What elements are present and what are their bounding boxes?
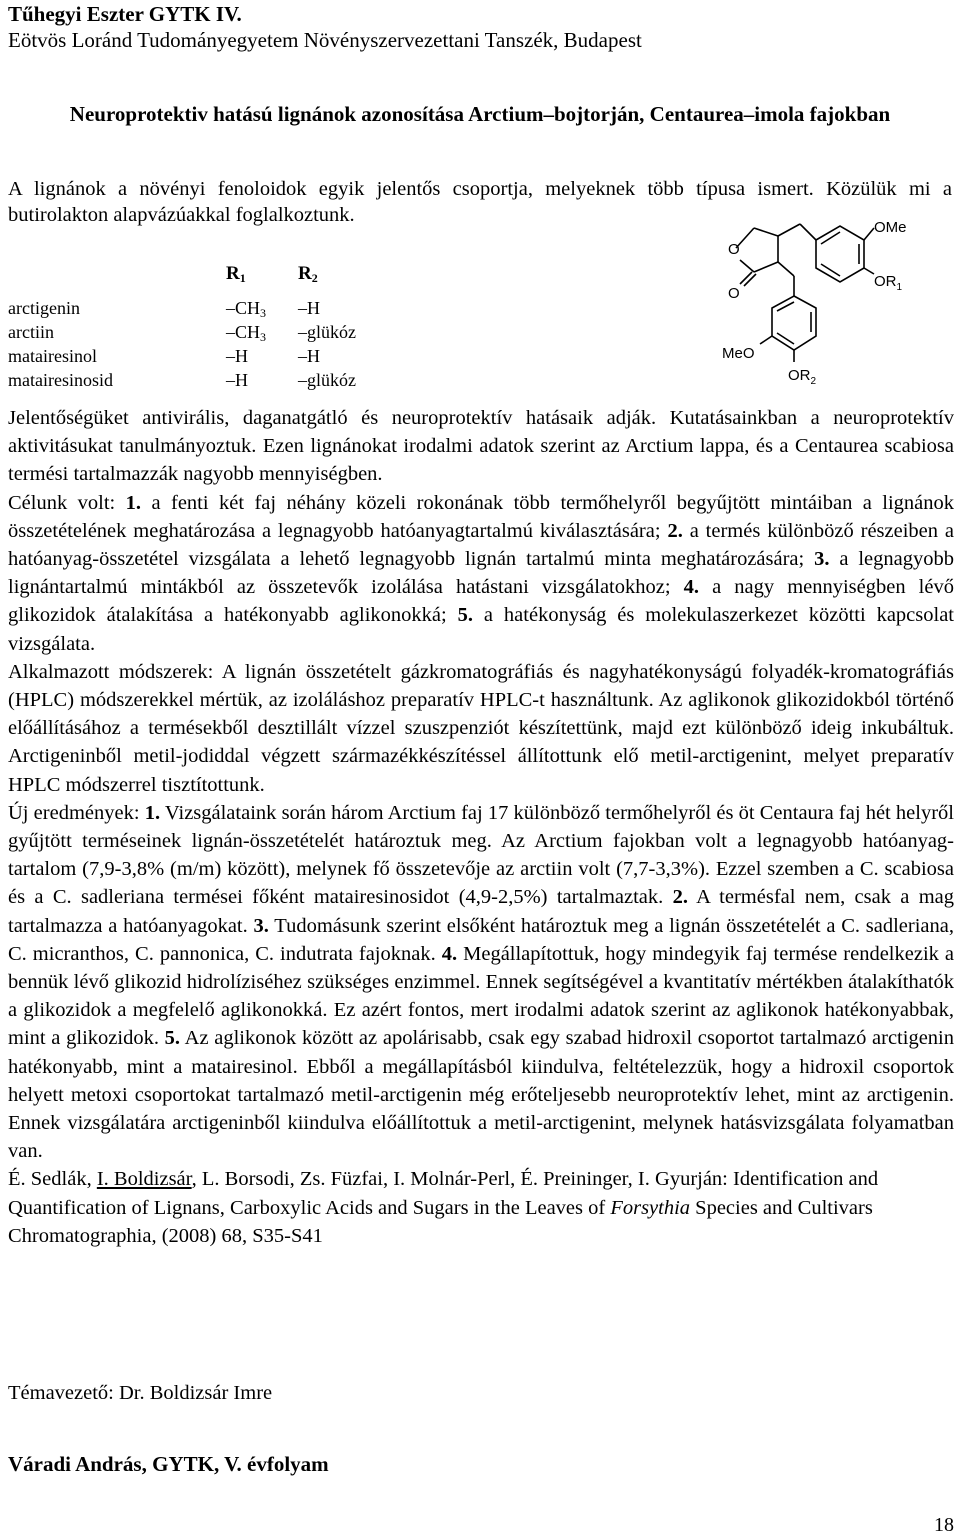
aims-paragraph: Célunk volt: 1. a fenti két faj néhány közeli rokonának több termőhelyről begyűjtött mintáiban a lignánok összetételének meghatározása a legnagyobb hatóanyagtartalmú kiválasztására; 2. a termés különböző részeiben a hatóanyag-összetétel vizsgálata a lehető legnagyobb lignán tartalmú minta meghatározására; 3. a legnagyobb lignántartalmú mintákból az összetevők izolálása hatástani vizsgálatokhoz; 4. a nagy mennyiségben lévő glikozidok átalakítása a hatékonyabb aglikonokká; 5. a hatékonyság és molekulaszerkezet közötti kapcsolat vizsgálata. — [8, 491, 955, 655]
or1-label: $OR_1$ — [874, 273, 903, 293]
supervisor-line: Témavezető: Dr. Boldizsár Imre — [8, 1382, 273, 1404]
r2-value: –H — [298, 346, 320, 366]
abstract-body — [8, 404, 954, 1250]
compound-name: arctigenin — [8, 298, 80, 318]
abstract-title: Neuroprotektiv hatású lignánok azonosítása Arctium–bojtorján, Centaurea–imola fajokban — [69, 102, 891, 126]
carbonyl-oxygen-label: O — [728, 285, 740, 302]
lignan-structure-diagram — [706, 212, 926, 398]
ome-label: OMe — [874, 219, 907, 236]
results-paragraph: Új eredmények: 1. Vizsgálataink során három Arctium faj 17 különböző termőhelyről és öt Centaura faj hét helyről gyűjtött terméseinek lignán-összetételét határoztuk meg. Az Arctium fajokban volt a legnagyobb hatóanyag-tartalom (7,9-3,8% (m/m) között), melynek fő összetevője az arctiin volt (7,7-3,3%). Ezzel szemben a C. scabiosa és a C. sadleriana termései főként matairesinosidot (4,9-2,5%) tartalmaztak. 2. A termésfal nem, csak a mag tartalmazza a hatóanyagokat. 3. Tudomásunk szerint elsőként határoztuk meg a lignán összetételét a C. sadleriana, C. micranthos, C. pannonica, C. indutrata fajoknak. 4. Megállapítottuk, hogy mindegyik faj termése rendelkezik a bennük lévő glikozid hidrolíziséhez szükséges enzimmel. Ennek segítségével a kvantitatív mértékben átalakíthatók a glikozidok a megfelelő aglikonokká. Ez azért fontos, mert irodalmi adatok szerint az aglikonok hatékonyabbak, mint a glikozidok. 5. Az aglikonok között az apolárisabb, csak egy szabad hidroxil csoportot tartalmazó arctigenin hatékonyabb, mint a matairesinol. Ebből a megállapításból kiindulva, feltételezzük, hogy a hidroxil csoportok helyett metoxi csoportokat tartalmazó metil-arctigenin még erőteljesebb neuroprotektív lehet, mint az arctigenin. Ennek vizsgálatára arctigeninből kiindulva előállítottuk a metil-arctigenint, melynek hatásvizsgálata folyamatban van. — [8, 801, 955, 1163]
structure-bonds — [736, 224, 874, 362]
intro-paragraph: A lignánok a növényi fenoloidok egyik jelentős csoportja, melyeknek több típusa ismert. Közülük mi a butirolakton alapvázúakkal foglalkoztunk. — [8, 178, 952, 226]
compound-name: matairesinosid — [8, 370, 113, 390]
page-number: 18 — [934, 1514, 954, 1536]
ring-oxygen-label: O — [728, 241, 740, 258]
r1-value: $-CH_3$ — [226, 322, 267, 344]
r2-value: –glükóz — [298, 322, 356, 342]
r2-value: –glükóz — [298, 370, 356, 390]
r1-value: –H — [226, 370, 248, 390]
methods-paragraph: Alkalmazott módszerek: A lignán összetételt gázkromatográfiás és nagyhatékonyságú folyadék-kromatográfiás (HPLC) módszerekkel mértük, az izoláláshoz preparatív HPLC-t használtunk. Az aglikonok glikozidokból történő előállításához a termésekből desztillált vízzel szuszpenziót készítettünk, majd ezt különböző ideig inkubáltuk. Arctigeninből metil-jodiddal végzett származékkészítéssel állítottunk elő metil-arctigenint, melyet preparatív HPLC módszerrel tisztítottunk. — [8, 660, 954, 796]
meo-label: MeO — [722, 345, 755, 362]
header-r1: $R_1$ — [226, 263, 246, 285]
significance-paragraph: Jelentőségüket antivirális, daganatgátló és neuroprotektív hatásaik adják. Kutatásainkban a neuroprotektív aktivitásukat tanulmányoztuk. Ezen lignánokat irodalmi adatok szerint az Arctium lappa, és a Centaurea scabiosa termési tartalmazzák nagyobb mennyiségben. — [8, 407, 954, 486]
or2-label: $OR_2$ — [788, 367, 817, 387]
affiliation-line: Eötvös Loránd Tudományegyetem Növényszervezettani Tanszék, Budapest — [8, 28, 642, 52]
author-line: Tűhegyi Eszter GYTK IV. — [8, 2, 242, 26]
r2-value: –H — [298, 298, 320, 318]
reference-paragraph: É. Sedlák, I. Boldizsár, L. Borsodi, Zs. Füzfai, I. Molnár-Perl, É. Preininger, I. Gyurján: Identification and Quantification of Lignans, Carboxylic Acids and Sugars in the Leaves of Forsythia Species and Cultivars Chromatographia, (2008) 68, S35-S41 — [8, 1168, 879, 1247]
r1-value: –H — [226, 346, 248, 366]
compound-name: matairesinol — [8, 346, 97, 366]
r1-value: $-CH_3$ — [226, 298, 267, 320]
compound-name: arctiin — [8, 322, 54, 342]
next-abstract-author: Váradi András, GYTK, V. évfolyam — [8, 1452, 329, 1476]
header-r2: $R_2$ — [298, 263, 318, 285]
